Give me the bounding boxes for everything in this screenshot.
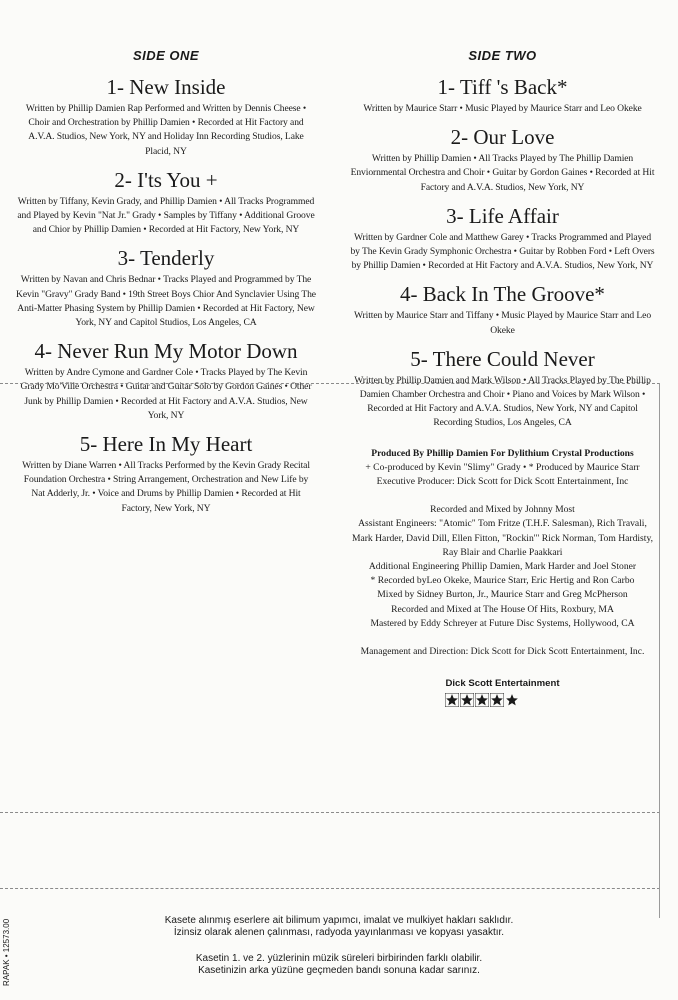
additional-engineering: Additional Engineering Phillip Damien, Mark Harder and Joel Stoner xyxy=(368,561,637,573)
footer-line: Kasetinizin arka yüzüne geçmeden bandı sonuna kadar sarınız. xyxy=(198,965,480,976)
mastered-by: Mastered by Eddy Schreyer at Future Disc Systems, Hollywood, CA xyxy=(370,617,635,629)
coproduced-by: + Co-produced by Kevin "Slimy" Grady • * Produced by Maurice Starr xyxy=(365,461,640,473)
track-title: 1- New Inside xyxy=(106,75,226,99)
track-title: 2- Our Love xyxy=(450,125,555,150)
assistant-engineers: Assistant Engineers: "Atomic" Tom Fritze (T.H.F. Salesman), Rich Travali, Mark Harder, David Dill, Ellen Fitton, "Rockin'" Rick Norman, Tom Hardisty, Ray Blair and Charlie Paakkari xyxy=(351,518,654,558)
track-credits: Written by Maurice Starr • Music Played by Maurice Starr and Leo Okeke xyxy=(363,103,642,114)
fold-line xyxy=(0,383,660,384)
logo-stars xyxy=(445,693,559,707)
track xyxy=(16,339,316,423)
track xyxy=(350,75,655,116)
track-title: 4- Never Run My Motor Down xyxy=(34,339,298,364)
star-icon xyxy=(490,693,504,707)
footer-line: İzinsiz olarak alenen çalınması, radyoda yayınlanması ve kopyası yasaktır. xyxy=(173,927,505,938)
mixed-by: Mixed by Sidney Burton, Jr., Maurice Starr and Greg McPherson xyxy=(377,589,628,601)
recorded-at: Recorded and Mixed at The House Of Hits, Roxbury, MA xyxy=(391,603,614,615)
track xyxy=(350,204,655,274)
track-title: 1- Tiff 's Back* xyxy=(437,75,568,99)
track-credits: Written by Navan and Chris Bednar • Tracks Played and Programmed by The Kevin "Gravy" Grady Band • 19th Street Boys Chior And Synclavier Using The Anti-Matter Phasing System by Phillip Damien • Recorded at Hit Factory, New York, NY and Capitol Studios, Los Angeles, CA xyxy=(16,274,316,329)
track-credits: Written by Tiffany, Kevin Grady, and Phillip Damien • All Tracks Programmed and Played by Kevin "Nat Jr." Grady • Samples by Tiffany • Additional Groove and Chior by Phillip Damien • Recorded at Hit Factory, New York, NY xyxy=(17,195,315,236)
executive-producer: Executive Producer: Dick Scott for Dick Scott Entertainment, Inc xyxy=(376,476,629,488)
fold-line xyxy=(0,888,660,889)
star-icon xyxy=(460,693,474,707)
footer-line: Kasete alınmış eserlere ait bilimum yapımcı, imalat ve mulkiyet hakları saklıdır. xyxy=(164,915,514,926)
produced-by: Produced By Phillip Damien For Dylithium Crystal Productions xyxy=(371,447,634,459)
production-credits xyxy=(350,447,655,713)
recorded-mixed-by: Recorded and Mixed by Johnny Most xyxy=(430,504,575,516)
track-credits: Written by Phillip Damien Rap Performed and Written by Dennis Cheese • Choir and Orchestration by Phillip Damien • Recorded at Hit Factory and A.V.A. Studios, New York, NY and Holiday Inn Recording Studios, Lake Placid, NY xyxy=(25,103,307,157)
track-title: 5- Here In My Heart xyxy=(79,432,253,457)
star-icon xyxy=(505,693,519,707)
track-credits: Written by Andre Cymone and Gardner Cole • Tracks Played by The Kevin Grady Mo'Ville Orchestra • Guitar and Guitar Solo by Gordon Gaines • Other Junk by Phillip Damien • Recorded at Hit Factory and A.V.A. Studios, New York, NY xyxy=(20,367,312,421)
recorded-by: * Recorded byLeo Okeke, Maurice Starr, Eric Hertig and Ron Carbo xyxy=(370,575,635,587)
track-title: 5- There Could Never xyxy=(410,346,595,371)
legal-footer xyxy=(0,915,678,977)
catalog-code: RAPAK • 12573.00 xyxy=(2,918,11,986)
track-credits: Written by Diane Warren • All Tracks Performed by the Kevin Grady Recital Foundation Orchestra • String Arrangement, Orchestration and New Life by Nat Adderly, Jr. • Voice and Drums by Phillip Damien • Recorded at Hit Factory, New York, NY xyxy=(22,460,310,514)
track xyxy=(350,282,655,337)
track-credits: Written by Phillip Damien • All Tracks Played by The Phillip Damien Enviornmental Orchestra and Choir • Guitar by Gordon Gaines • Recorded at Hit Factory and A.V.A. Studios, New York, NY xyxy=(350,153,655,193)
track xyxy=(16,432,316,516)
logo-name: Dick Scott Entertainment xyxy=(445,678,560,690)
management: Management and Direction: Dick Scott for Dick Scott Entertainment, Inc. xyxy=(360,646,645,658)
side-one-column xyxy=(16,48,316,525)
side-two-column xyxy=(350,48,655,713)
track xyxy=(350,347,655,431)
track-credits: Written by Maurice Starr and Tiffany • Music Played by Maurice Starr and Leo Okeke xyxy=(353,310,652,336)
track xyxy=(16,246,316,330)
track xyxy=(16,168,316,238)
dick-scott-logo xyxy=(445,677,559,707)
star-icon xyxy=(475,693,489,707)
footer-line: Kasetin 1. ve 2. yüzlerinin müzik süreleri birbirinden farklı olabilir. xyxy=(195,953,483,964)
track-credits: Written by Gardner Cole and Matthew Garey • Tracks Programmed and Played by The Kevin Grady Symphonic Orchestra • Guitar by Robben Ford • Left Overs by Phillip Damien • Recorded at Hit Factory and A.V.A. Studios, New York, NY xyxy=(350,231,655,272)
side-one-heading: SIDE ONE xyxy=(132,48,200,63)
track xyxy=(350,125,655,195)
track-title: 4- Back In The Groove* xyxy=(400,282,605,307)
star-icon xyxy=(445,693,459,707)
track-title: 2- I'ts You + xyxy=(114,167,218,192)
track xyxy=(16,75,316,159)
panel-edge xyxy=(659,383,660,918)
track-credits: Written by Phillip Damien and Mark Wilson • All Tracks Played by The Phillip Damien Chamber Orchestra and Choir • Piano and Voices by Mark Wilson • Recorded at Hit Factory and A.V.A. Studios, New York, NY and Capitol Recording Studios, Los Angeles, CA xyxy=(354,374,651,429)
track-title: 3- Life Affair xyxy=(446,203,559,228)
track-title: 3- Tenderly xyxy=(117,246,215,271)
side-two-heading: SIDE TWO xyxy=(468,48,537,63)
fold-line xyxy=(0,812,660,813)
